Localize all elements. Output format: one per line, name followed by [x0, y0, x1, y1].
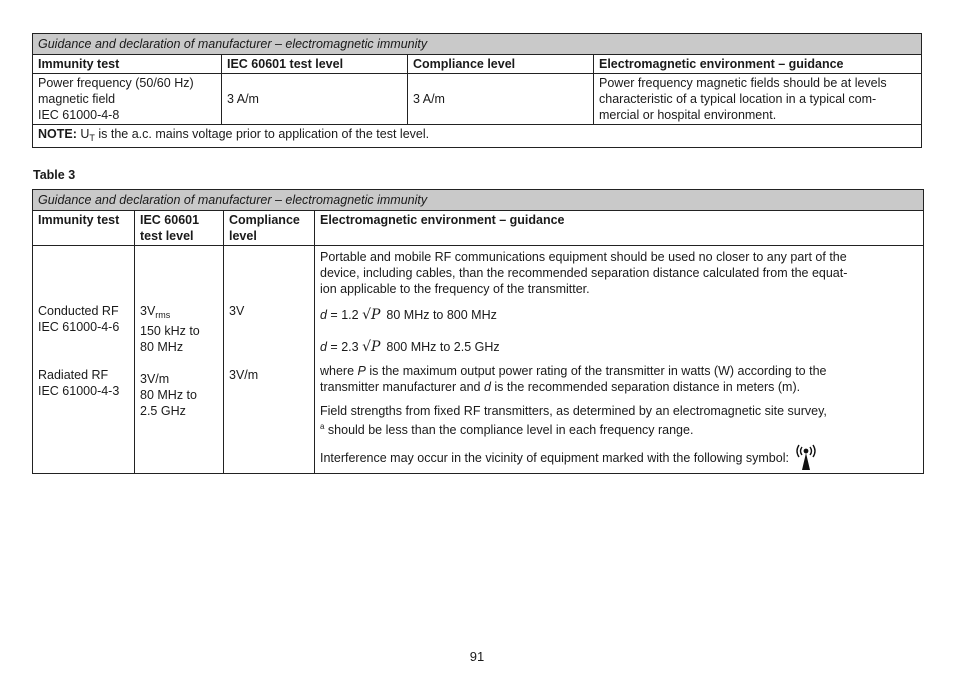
header-compliance-level: Compliance level: [408, 55, 594, 74]
header-immunity-test: Immunity test: [33, 55, 222, 74]
cell-test-level: $3V_{rms}$ 150 kHz to 80 MHz 3V/m 80 MHz to 2.5 GHz: [135, 246, 224, 474]
cell-compliance-level: 3V 3V/m: [224, 246, 315, 474]
cell-test-level: 3 A/m: [222, 74, 408, 125]
cell-guidance: Portable and mobile RF communications equipment should be used no closer to any part of the device, including cables, than the recommended separation distance calculated from the equat- ion applicable to the frequency of the transmitter. d = 1.2 √P 80 MHz to 800 MHz d = 2.3 √P 800 MHz to 2.5 GHz where P is the maximum output power rating of the transmitter in watts (W) according to the transmitter manufacturer and d is the recommended separation distance in meters (m). Field strengths from fixed RF transmitters, as determined by an electromagnetic site survey, $^a$ should be less than the compliance level in each frequency range. Interference may occur in the vicinity of equipment marked with the following symbol:: [315, 246, 924, 474]
header-guidance: Electromagnetic environment – guidance: [315, 211, 924, 246]
header-guidance: Electromagnetic environment – guidance: [594, 55, 922, 74]
emi-table-rf: [32, 189, 924, 474]
header-iec-test-level: IEC 60601 test level: [135, 211, 224, 246]
table-3-label: Table 3: [33, 168, 76, 182]
non-ionizing-radiation-icon: [791, 442, 821, 472]
conducted-rf-standard: IEC 61000-4-6: [38, 320, 120, 334]
emi-table-power-frequency: [32, 33, 922, 148]
note-label: NOTE:: [38, 127, 77, 141]
page-number: 91: [469, 649, 485, 664]
cell-guidance: Power frequency magnetic fields should be at levels characteristic of a typical location in a typical com- mercial or hospital environment.: [594, 74, 922, 125]
table-note: NOTE: $U_T$ is the a.c. mains voltage prior to application of the test level.: [33, 125, 922, 148]
table-row: [33, 74, 922, 125]
table-row: [33, 246, 924, 474]
table-caption: Guidance and declaration of manufacturer – electromagnetic immunity: [33, 34, 922, 55]
interference-text: Interference may occur in the vicinity of equipment marked with the following symbol:: [320, 442, 918, 472]
formula-800mhz-2-5ghz: d = 2.3 √P 800 MHz to 2.5 GHz: [320, 339, 500, 355]
radiated-rf-standard: IEC 61000-4-3: [38, 384, 120, 398]
formula-80mhz-800mhz: d = 1.2 √P 80 MHz to 800 MHz: [320, 307, 497, 323]
conducted-rf-name: Conducted RF: [38, 304, 119, 318]
cell-compliance-level: 3 A/m: [408, 74, 594, 125]
header-immunity-test: Immunity test: [33, 211, 135, 246]
header-iec-test-level: IEC 60601 test level: [222, 55, 408, 74]
radiated-rf-name: Radiated RF: [38, 368, 109, 382]
cell-immunity-test: [33, 246, 135, 474]
table-caption: Guidance and declaration of manufacturer – electromagnetic immunity: [33, 190, 924, 211]
header-compliance-level: Compliance level: [224, 211, 315, 246]
where-text: where P is the maximum output power rating of the transmitter in watts (W) according to the: [320, 364, 827, 378]
cell-immunity-test: Power frequency (50/60 Hz) magnetic field IEC 61000-4-8: [33, 74, 222, 125]
